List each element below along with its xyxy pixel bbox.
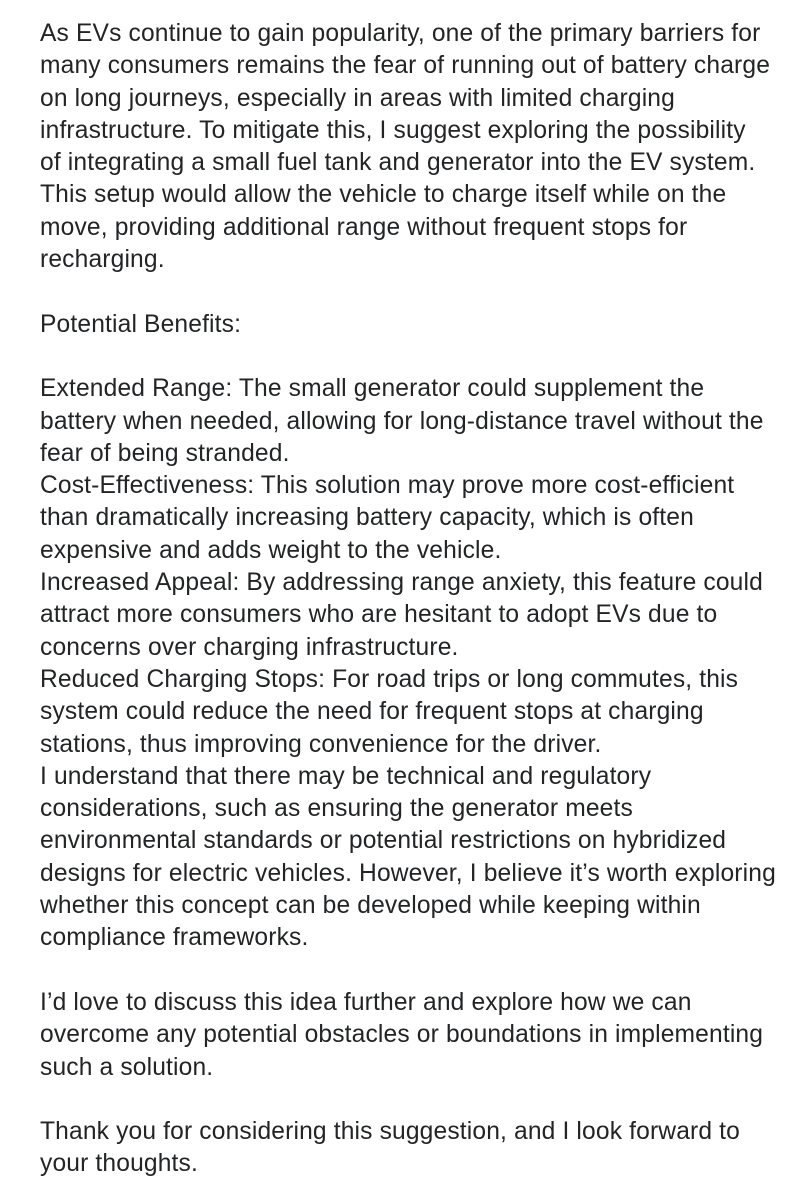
- text-line: fear of being stranded.: [40, 439, 290, 467]
- text-line: move, providing additional range without frequent stops for: [40, 213, 688, 241]
- text-line: As EVs continue to gain popularity, one of the primary barriers for: [40, 20, 761, 47]
- text-line: expensive and adds weight to the vehicle.: [40, 536, 502, 564]
- text-line: concerns over charging infrastructure.: [40, 633, 459, 661]
- text-line: I understand that there may be technical and regulatory: [40, 762, 652, 790]
- text-line: of integrating a small fuel tank and generator into the EV system.: [40, 149, 756, 177]
- discussion-paragraph: [40, 987, 807, 1084]
- text-line: on long journeys, especially in areas with limited charging: [40, 84, 675, 112]
- text-line: overcome any potential obstacles or boundations in implementing: [40, 1021, 764, 1049]
- text-line: infrastructure. To mitigate this, I suggest exploring the possibility: [40, 116, 746, 144]
- text-line: Reduced Charging Stops: For road trips or long commutes, this: [40, 665, 739, 693]
- text-line: stations, thus improving convenience for the driver.: [40, 730, 602, 758]
- intro-paragraph: [40, 18, 807, 276]
- text-line: your thoughts.: [40, 1150, 198, 1178]
- text-line: compliance frameworks.: [40, 924, 309, 952]
- text-line: Cost-Effectiveness: This solution may prove more cost-efficient: [40, 472, 735, 500]
- benefits-heading: Potential Benefits:: [40, 310, 242, 338]
- text-line: recharging.: [40, 246, 165, 274]
- text-line: considerations, such as ensuring the generator meets: [40, 795, 633, 823]
- text-line: system could reduce the need for frequent stops at charging: [40, 698, 704, 726]
- paragraph-spacer: [40, 276, 807, 308]
- text-line: attract more consumers who are hesitant to adopt EVs due to: [40, 601, 718, 629]
- text-line: many consumers remains the fear of running out of battery charge: [40, 52, 771, 80]
- message-text: [40, 18, 807, 1181]
- text-line: such a solution.: [40, 1053, 214, 1081]
- text-line: designs for electric vehicles. However, I believe it’s worth exploring: [40, 859, 776, 887]
- text-line: battery when needed, allowing for long-distance travel without the: [40, 407, 764, 435]
- paragraph-spacer: [40, 955, 807, 987]
- paragraph-spacer: [40, 341, 807, 373]
- text-line: than dramatically increasing battery capacity, which is often: [40, 504, 694, 532]
- text-line: Extended Range: The small generator could supplement the: [40, 375, 705, 403]
- text-line: I’d love to discuss this idea further and explore how we can: [40, 988, 692, 1016]
- text-line: whether this concept can be developed while keeping within: [40, 892, 701, 920]
- text-line: Thank you for considering this suggestion, and I look forward to: [40, 1118, 740, 1146]
- text-line: This setup would allow the vehicle to charge itself while on the: [40, 181, 727, 209]
- benefits-paragraph: [40, 373, 807, 954]
- text-line: Increased Appeal: By addressing range anxiety, this feature could: [40, 569, 763, 597]
- closing-paragraph: [40, 1116, 807, 1181]
- text-line: environmental standards or potential restrictions on hybridized: [40, 827, 727, 855]
- paragraph-spacer: [40, 1084, 807, 1116]
